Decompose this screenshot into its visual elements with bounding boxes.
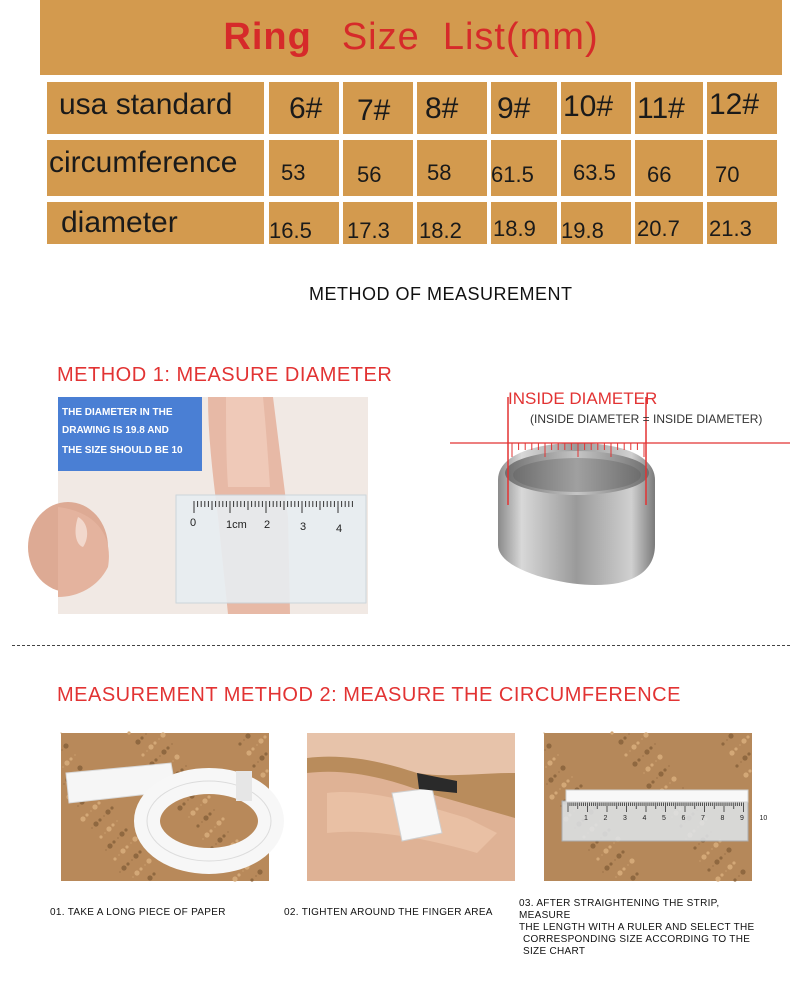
cork-texture-dot [232, 876, 237, 881]
cork-texture-dot [252, 764, 255, 767]
cork-texture-dot [742, 755, 747, 760]
size-cell: 10# [561, 82, 631, 134]
cork-texture-dot [117, 837, 118, 838]
cork-texture-dot [560, 765, 565, 770]
step3-line: CORRESPONDING SIZE ACCORDING TO THE [523, 934, 751, 945]
cork-texture-dot [120, 848, 125, 853]
cork-texture-dot [721, 742, 724, 745]
cork-texture-dot [160, 732, 165, 737]
cork-texture-dot [658, 771, 663, 776]
cork-texture-dot [257, 869, 262, 874]
cork-texture-dot [622, 867, 625, 870]
cork-texture-dot [60, 732, 61, 733]
cork-texture-dot [69, 757, 72, 760]
cork-texture-dot [174, 754, 179, 759]
circumference-cell: 61.5 [491, 140, 557, 196]
size-table [0, 0, 800, 250]
cork-texture-dot [603, 848, 608, 853]
circumference-cell: 66 [635, 140, 703, 196]
cork-texture-dot [80, 816, 85, 821]
cork-texture-dot [630, 875, 635, 880]
strip-ruler-illustration [544, 733, 752, 881]
row-label-usa-standard: usa standard [47, 82, 264, 134]
cork-texture-dot [641, 738, 642, 739]
inside-diameter-note: (INSIDE DIAMETER = INSIDE DIAMETER) [530, 412, 763, 426]
cork-texture-dot [629, 750, 630, 751]
cork-texture-dot [544, 749, 545, 750]
paper-loop-illustration [61, 733, 269, 881]
cork-texture-dot [103, 815, 104, 816]
cork-texture-dot [613, 842, 614, 843]
ring-diagram [450, 385, 790, 605]
cork-texture-dot [131, 859, 132, 860]
cork-texture-dot [682, 787, 683, 788]
row-label-circumference: circumference [47, 140, 264, 196]
cork-texture-dot [729, 750, 734, 755]
cork-texture-dot [627, 864, 628, 865]
cork-texture-dot [657, 754, 662, 759]
title-rest: Size List(mm) [341, 16, 599, 58]
cork-texture-dot [629, 858, 634, 863]
cork-texture-dot [141, 753, 144, 756]
cork-texture-dot [624, 753, 627, 756]
cork-texture-dot [664, 785, 667, 788]
cork-texture-dot [161, 749, 166, 754]
finger-wrap-photo [307, 733, 515, 881]
strip-ruler-photo [544, 733, 768, 881]
cork-texture-dot [105, 809, 110, 814]
cork-texture-dot [663, 768, 666, 771]
cork-texture-dot [146, 858, 151, 863]
ruler-number: 2 [603, 815, 608, 822]
cork-texture-dot [644, 749, 649, 754]
cork-texture-dot [153, 741, 156, 744]
cork-texture-dot [74, 754, 75, 755]
circumference-cell: 56 [343, 140, 413, 196]
cork-texture-dot [97, 801, 100, 804]
cork-texture-dot [733, 878, 736, 881]
cork-texture-dot [614, 859, 615, 860]
cork-texture-dot [628, 733, 629, 734]
cork-texture-dot [132, 836, 137, 841]
cork-texture-dot [636, 741, 639, 744]
cork-texture-dot [258, 738, 263, 743]
cork-texture-dot [237, 873, 240, 876]
title-ring: Ring [223, 16, 312, 58]
cork-texture-dot [99, 835, 102, 838]
ruler-number: 6 [681, 815, 686, 822]
cork-texture-dot [707, 868, 710, 871]
cork-texture-dot [728, 733, 733, 738]
cork-texture-dot [92, 804, 97, 809]
cork-texture-dot [134, 870, 139, 875]
cork-texture-dot [554, 791, 557, 794]
cork-texture-dot [104, 832, 105, 833]
cork-texture-dot [255, 875, 256, 876]
ruler-number: 3 [623, 815, 627, 822]
cork-texture-dot [63, 743, 68, 748]
size-cell: 12# [707, 82, 777, 134]
cork-texture-dot [127, 731, 130, 734]
cork-texture-dot [146, 750, 147, 751]
cork-texture-dot [740, 869, 745, 874]
cork-texture-dot [214, 826, 215, 827]
cork-texture-dot [558, 771, 559, 772]
cork-texture-dot [202, 838, 203, 839]
cork-texture-dot [132, 876, 133, 877]
ruler-label: 0 [190, 517, 197, 529]
circumference-cell: 63.5 [561, 140, 631, 196]
cork-texture-dot [221, 817, 224, 820]
cork-texture-dot [91, 827, 92, 828]
cork-texture-dot [566, 779, 569, 782]
cork-texture-dot [185, 765, 186, 766]
cork-texture-dot [121, 865, 126, 870]
cork-texture-dot [669, 782, 670, 783]
size-cell: 8# [417, 82, 487, 134]
cork-texture-dot [713, 842, 718, 847]
diameter-cell: 17.3 [343, 202, 413, 244]
cork-texture-dot [158, 738, 159, 739]
finger-ruler-photo [58, 397, 368, 614]
cork-texture-dot [63, 783, 64, 784]
cork-texture-dot [200, 804, 201, 805]
cork-texture-dot [741, 738, 746, 743]
cork-texture-dot [138, 850, 141, 853]
cork-texture-dot [559, 788, 560, 789]
cork-texture-dot [635, 872, 638, 875]
cork-texture-dot [743, 772, 748, 777]
cork-texture-dot [547, 760, 552, 765]
cork-texture-dot [215, 843, 216, 844]
cork-texture-dot [561, 782, 566, 787]
cork-texture-dot [154, 758, 157, 761]
cork-texture-dot [738, 875, 739, 876]
cork-texture-dot [590, 843, 595, 848]
cork-texture-dot [243, 739, 244, 740]
cork-texture-dot [216, 820, 221, 825]
cork-texture-dot [172, 760, 173, 761]
cork-texture-dot [726, 847, 731, 852]
ruler-number: 1 [584, 815, 588, 822]
cork-texture-dot [545, 766, 546, 767]
step2-caption: 02. TIGHTEN AROUND THE FINGER AREA [284, 907, 493, 918]
step3-line: THE LENGTH WITH A RULER AND SELECT THE [519, 922, 755, 933]
ruler-number: 4 [642, 815, 647, 822]
cork-texture-dot [201, 821, 202, 822]
cork-texture-dot [182, 802, 185, 805]
cork-texture-dot [171, 743, 172, 744]
cork-texture-dot [746, 735, 749, 738]
cork-texture-dot [579, 784, 582, 787]
cork-texture-dot [698, 843, 699, 844]
cork-texture-dot [111, 823, 114, 826]
cork-texture-dot [238, 742, 241, 745]
cork-texture-dot [651, 780, 654, 783]
cork-texture-dot [646, 783, 651, 788]
step3-line: SIZE CHART [523, 946, 586, 957]
cork-texture-dot [596, 857, 599, 860]
ruler-number: 5 [662, 815, 666, 822]
cork-texture-dot [602, 871, 603, 872]
cork-texture-dot [147, 875, 152, 880]
ruler-label: 4 [336, 523, 343, 535]
cork-texture-dot [105, 849, 106, 850]
cork-texture-dot [601, 854, 602, 855]
cork-texture-dot [711, 848, 712, 849]
cork-texture-dot [195, 807, 198, 810]
cork-texture-dot [256, 744, 257, 745]
cork-texture-dot [93, 821, 98, 826]
diameter-cell: 20.7 [635, 202, 703, 244]
cork-texture-dot [148, 744, 153, 749]
cork-texture-dot [112, 840, 115, 843]
cork-texture-dot [130, 842, 131, 843]
cork-texture-dot [106, 826, 111, 831]
diameter-cell: 16.5 [269, 202, 339, 244]
cork-texture-dot [650, 763, 653, 766]
cork-texture-dot [217, 837, 222, 842]
cork-texture-dot [719, 856, 722, 859]
cork-texture-dot [133, 853, 138, 858]
cork-texture-dot [699, 860, 700, 861]
step1-caption: 01. TAKE A LONG PIECE OF PAPER [50, 907, 226, 918]
cork-texture-dot [608, 845, 611, 848]
cork-texture-dot [260, 772, 265, 777]
cork-texture-dot [747, 752, 750, 755]
cork-texture-dot [732, 861, 735, 864]
note-line: DRAWING IS 19.8 AND [62, 425, 169, 436]
diameter-cell: 18.2 [417, 202, 487, 244]
cork-texture-dot [740, 761, 741, 762]
method-heading: METHOD OF MEASUREMENT [309, 284, 573, 304]
step3-line: 03. AFTER STRAIGHTENING THE STRIP, [519, 898, 720, 909]
cork-texture-dot [668, 765, 669, 766]
cork-texture-dot [610, 731, 613, 734]
cork-texture-dot [235, 839, 238, 842]
cork-texture-dot [118, 854, 119, 855]
circumference-cell: 58 [417, 140, 487, 196]
cork-texture-dot [207, 795, 210, 798]
cork-texture-dot [725, 870, 726, 871]
cork-texture-dot [144, 864, 145, 865]
section-divider [12, 645, 790, 646]
cork-texture-dot [246, 750, 251, 755]
cork-texture-dot [124, 828, 127, 831]
cork-texture-dot [242, 870, 243, 871]
cork-texture-dot [642, 755, 643, 756]
cork-texture-dot [62, 766, 63, 767]
cork-texture-dot [196, 824, 199, 827]
step3-caption [519, 898, 755, 958]
cork-texture-dot [259, 755, 264, 760]
cork-texture-dot [621, 850, 624, 853]
cork-texture-dot [245, 733, 250, 738]
diameter-cell: 21.3 [707, 202, 777, 244]
cork-texture-dot [734, 747, 737, 750]
method1-heading: METHOD 1: MEASURE DIAMETER [57, 364, 393, 386]
cork-texture-dot [645, 766, 650, 771]
cork-texture-dot [187, 799, 188, 800]
cork-texture-dot [706, 851, 709, 854]
cork-texture-dot [655, 760, 656, 761]
cork-texture-dot [693, 846, 696, 849]
cork-texture-dot [557, 754, 558, 755]
cork-texture-dot [251, 747, 254, 750]
cork-texture-dot [724, 853, 725, 854]
cork-texture-dot [548, 777, 553, 782]
paper-loop-photo [61, 733, 269, 881]
cork-texture-dot [85, 813, 88, 816]
ruler-label: 2 [264, 519, 271, 531]
cork-texture-dot [654, 743, 655, 744]
cork-texture-dot [720, 873, 723, 876]
cork-texture-dot [222, 834, 225, 837]
diameter-cell: 19.8 [561, 202, 631, 244]
cork-texture-dot [553, 774, 556, 777]
cork-texture-dot [643, 732, 648, 737]
cork-texture-dot [265, 769, 268, 772]
note-line: THE DIAMETER IN THE [62, 407, 173, 418]
cork-texture-dot [543, 732, 544, 733]
cork-texture-dot [727, 864, 732, 869]
cork-texture-dot [748, 769, 751, 772]
cork-texture-dot [615, 876, 616, 877]
cork-texture-dot [110, 806, 113, 809]
cork-texture-dot [632, 761, 637, 766]
cork-texture-dot [190, 810, 195, 815]
cork-texture-dot [116, 820, 117, 821]
cork-texture-dot [203, 815, 208, 820]
cork-texture-dot [140, 736, 143, 739]
cork-texture-dot [208, 812, 211, 815]
cork-texture-dot [145, 733, 146, 734]
ruler-label: 3 [300, 521, 307, 533]
ruler-label: 1cm [226, 519, 247, 531]
cork-texture-dot [113, 857, 116, 860]
cork-texture-dot [701, 854, 706, 859]
row-label-diameter: diameter [47, 202, 264, 244]
note-line: THE SIZE SHOULD BE 10 [62, 445, 183, 456]
cork-texture-dot [609, 862, 612, 865]
cork-texture-dot [126, 862, 129, 865]
cork-texture-dot [643, 772, 644, 773]
cork-texture-dot [152, 872, 155, 875]
cork-texture-dot [560, 805, 561, 806]
size-cell: 11# [635, 82, 703, 134]
cork-texture-dot [546, 783, 547, 784]
cork-texture-dot [671, 776, 676, 781]
cork-texture-dot [264, 752, 267, 755]
cork-texture-dot [588, 849, 589, 850]
cork-texture-dot [631, 744, 636, 749]
cork-texture-dot [714, 859, 719, 864]
cork-texture-dot [135, 739, 140, 744]
cork-texture-dot [637, 758, 640, 761]
cork-texture-dot [623, 736, 626, 739]
diameter-note-box [58, 397, 202, 471]
cork-texture-dot [571, 776, 572, 777]
cork-texture-dot [213, 809, 214, 810]
cork-texture-dot [209, 829, 212, 832]
cork-texture-dot [90, 810, 91, 811]
cork-texture-dot [125, 845, 128, 848]
cork-texture-dot [617, 870, 622, 875]
cork-texture-dot [552, 757, 555, 760]
cork-texture-dot [204, 832, 209, 837]
cork-texture-dot [77, 805, 78, 806]
cork-texture-dot [726, 739, 727, 740]
cork-texture-dot [250, 878, 253, 881]
method2-heading: MEASUREMENT METHOD 2: MEASURE THE CIRCUMFERENCE [57, 684, 681, 706]
cork-texture-dot [735, 764, 738, 767]
diameter-cell: 18.9 [491, 202, 557, 244]
cork-texture-dot [119, 831, 124, 836]
size-cell: 6# [269, 82, 339, 134]
cork-texture-dot [257, 761, 258, 762]
cork-texture-dot [739, 744, 740, 745]
finger-wrap-illustration [307, 733, 515, 881]
cork-texture-dot [546, 743, 551, 748]
ruler-number: 7 [701, 815, 705, 822]
cork-texture-dot [188, 816, 189, 817]
cork-texture-dot [263, 735, 266, 738]
cork-texture-dot [202, 798, 207, 803]
cork-texture-dot [656, 777, 657, 778]
cork-texture-dot [98, 818, 101, 821]
cork-texture-dot [64, 760, 69, 765]
cork-texture-dot [712, 865, 713, 866]
ruler-number: 9 [740, 815, 744, 822]
cork-texture-dot [649, 746, 652, 749]
cork-texture-dot [139, 867, 142, 870]
ruler-number: 10 [759, 815, 768, 822]
cork-texture-dot [177, 805, 182, 810]
cork-texture-dot [549, 794, 554, 799]
cork-texture-dot [604, 865, 609, 870]
cork-texture-dot [227, 831, 228, 832]
size-cell: 7# [343, 82, 413, 134]
cork-texture-dot [61, 749, 62, 750]
circumference-cell: 53 [269, 140, 339, 196]
step3-line: MEASURE [519, 910, 571, 921]
cork-texture-dot [107, 843, 112, 848]
inside-diameter-title: INSIDE DIAMETER [508, 389, 658, 408]
cork-texture-dot [618, 739, 623, 744]
cork-texture-dot [166, 746, 169, 749]
cork-texture-dot [159, 755, 160, 756]
ruler-number: 8 [720, 815, 725, 822]
cork-texture-dot [119, 871, 120, 872]
cork-texture-dot [77, 765, 82, 770]
cork-texture-dot [616, 853, 621, 858]
cork-texture-dot [715, 876, 720, 881]
circumference-cell: 70 [707, 140, 777, 196]
size-cell: 9# [491, 82, 557, 134]
